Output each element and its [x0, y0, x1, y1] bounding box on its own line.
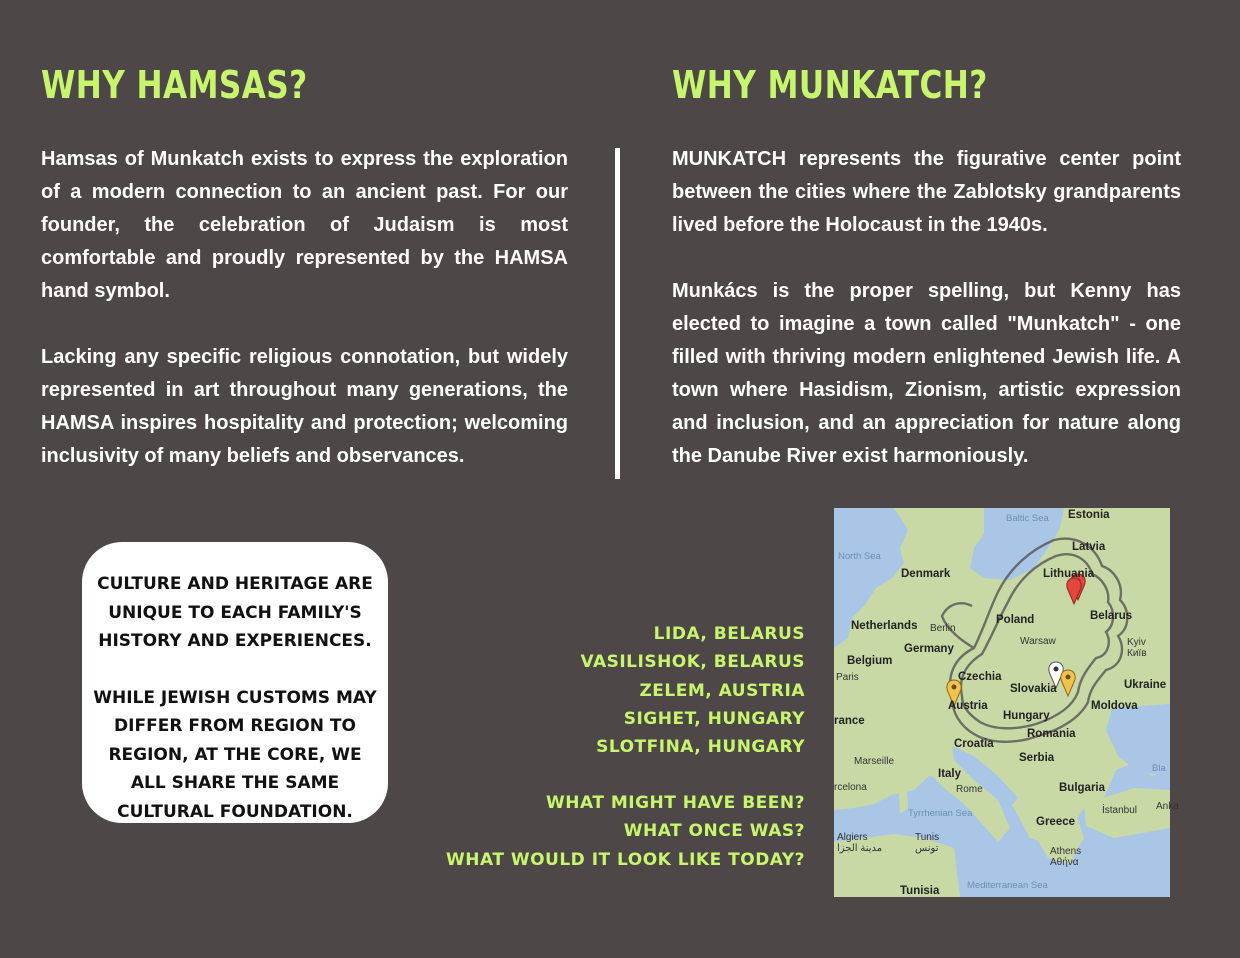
- hamsas-paragraph-1: Hamsas of Munkatch exists to express the exploration of a modern connection to an ancient past. For our founder, the celebration of Judaism is most comfortable and proudly represented by the HAMSA hand symbol.: [41, 148, 568, 302]
- label-tunis: Tunis: [915, 832, 940, 843]
- label-mediterranean-sea: Mediterranean Sea: [967, 880, 1048, 891]
- label-bulgaria: Bulgaria: [1059, 782, 1106, 794]
- label-estonia: Estonia: [1068, 509, 1110, 521]
- heritage-callout: [82, 542, 388, 823]
- city-item: LIDA, BELARUS: [653, 624, 805, 644]
- city-item: SLOTFINA, HUNGARY: [596, 737, 805, 758]
- label-warsaw: Warsaw: [1020, 636, 1056, 647]
- label-istanbul: İstanbul: [1102, 805, 1138, 816]
- label-netherlands: Netherlands: [851, 620, 918, 632]
- label-czechia: Czechia: [958, 671, 1002, 683]
- label-kyiv: Kyiv: [1127, 637, 1146, 648]
- label-rome: Rome: [956, 784, 983, 795]
- label-north-sea: North Sea: [838, 551, 881, 562]
- label-tyrrhenian-sea: Tyrrhenian Sea: [908, 808, 973, 819]
- question-item: WHAT WOULD IT LOOK LIKE TODAY?: [446, 849, 805, 870]
- label-berlin: Berlin: [930, 623, 956, 634]
- label-belgium: Belgium: [847, 655, 893, 667]
- munkatch-paragraph-1: MUNKATCH represents the figurative center point between the cities where the Zablotsky grandparents lived before the Holocaust in the 1940s.: [672, 148, 1181, 236]
- label-tunisia: Tunisia: [900, 885, 940, 897]
- label-poland: Poland: [996, 614, 1035, 626]
- hamsas-paragraph-2: Lacking any specific religious connotation, but widely represented in art throughout many generations, the HAMSA inspires hospitality and protection; welcoming inclusivity of many beliefs and observances.: [41, 346, 568, 467]
- label-greece: Greece: [1036, 816, 1076, 828]
- label-ankara: Anka: [1156, 801, 1179, 812]
- label-latvia: Latvia: [1072, 541, 1106, 553]
- label-romania: Romania: [1027, 728, 1076, 740]
- label-croatia: Croatia: [954, 738, 994, 750]
- question-item: WHAT MIGHT HAVE BEEN?: [546, 793, 805, 813]
- city-item: SIGHET, HUNGARY: [623, 708, 805, 729]
- label-moldova: Moldova: [1091, 700, 1138, 712]
- hamsas-text: [41, 143, 568, 473]
- column-divider: [615, 148, 620, 479]
- city-item: VASILISHOK, BELARUS: [580, 652, 805, 673]
- label-austria: Austria: [948, 700, 988, 712]
- label-hungary: Hungary: [1003, 710, 1050, 722]
- label-baltic-sea: Baltic Sea: [1006, 513, 1049, 524]
- label-belarus: Belarus: [1090, 610, 1133, 622]
- label-ukraine: Ukraine: [1124, 679, 1167, 691]
- label-serbia: Serbia: [1019, 752, 1055, 764]
- question-item: WHAT ONCE WAS?: [623, 821, 805, 842]
- label-algiers: Algiers: [837, 832, 868, 843]
- city-item: ZELEM, AUSTRIA: [639, 680, 805, 701]
- label-germany: Germany: [904, 643, 954, 655]
- city-list: [580, 620, 805, 761]
- label-black-sea: Bla: [1152, 763, 1166, 774]
- label-algiers-local: مدينة الجزا: [837, 843, 883, 854]
- heading-why-munkatch: WHY MUNKATCH?: [672, 63, 988, 107]
- label-tunis-local: تونس: [915, 843, 939, 854]
- callout-paragraph-2: WHILE JEWISH CUSTOMS MAY DIFFER FROM REGION TO REGION, AT THE CORE, WE ALL SHARE THE SAME CULTURAL FOUNDATION.: [93, 687, 377, 822]
- label-kyiv-local: Київ: [1127, 648, 1147, 659]
- label-italy: Italy: [938, 768, 962, 780]
- label-paris: Paris: [836, 672, 859, 683]
- map-svg: [834, 508, 1179, 897]
- munkatch-text: [672, 143, 1181, 473]
- label-athens-local: Αθήνα: [1050, 857, 1079, 868]
- europe-map: [834, 508, 1179, 897]
- heading-why-hamsas: WHY HAMSAS?: [41, 63, 308, 107]
- label-marseille: Marseille: [854, 756, 895, 767]
- label-athens: Athens: [1050, 846, 1082, 857]
- label-denmark: Denmark: [901, 568, 951, 580]
- label-france: rance: [834, 715, 865, 727]
- question-list: [446, 789, 805, 874]
- label-slovakia: Slovakia: [1010, 683, 1057, 695]
- callout-paragraph-1: CULTURE AND HERITAGE ARE UNIQUE TO EACH FAMILY'S HISTORY AND EXPERIENCES.: [97, 574, 373, 651]
- munkatch-paragraph-2: Munkács is the proper spelling, but Kenny has elected to imagine a town called "Munkatch" - one filled with thriving modern enlightened Jewish life. A town where Hasidism, Zionism, artistic expression and inclusion, and an appreciation for nature along the Danube River exist harmoniously.: [672, 280, 1181, 467]
- label-barcelona: rcelona: [834, 782, 867, 793]
- label-lithuania: Lithuania: [1043, 568, 1095, 580]
